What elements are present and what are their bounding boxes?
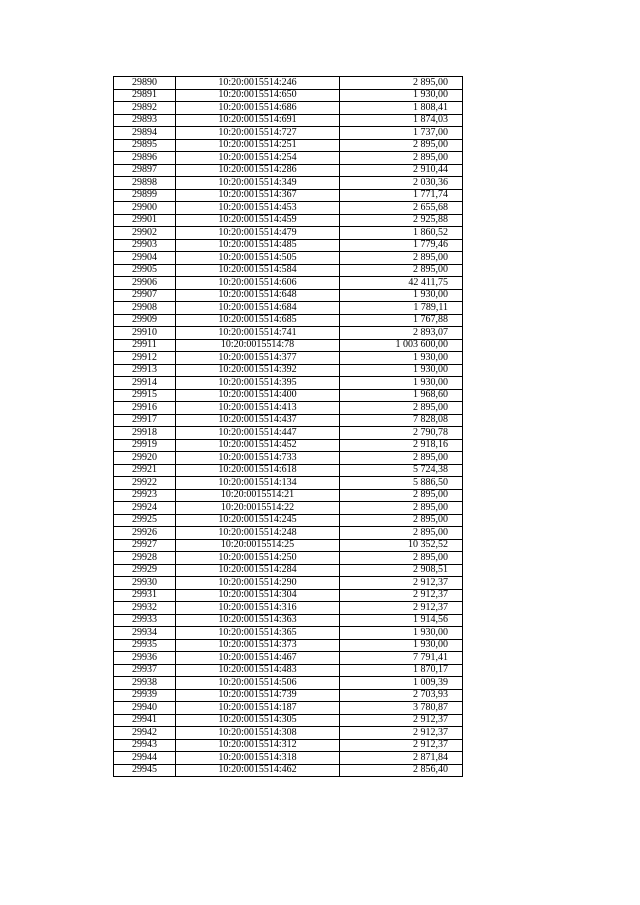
cadastral-number-cell: 10:20:0015514:78 — [176, 339, 340, 352]
value-cell: 1 930,00 — [340, 352, 463, 365]
cadastral-number-cell: 10:20:0015514:349 — [176, 177, 340, 190]
table-row — [114, 502, 463, 515]
cadastral-number-cell: 10:20:0015514:462 — [176, 764, 340, 777]
value-cell: 2 910,44 — [340, 164, 463, 177]
value-cell: 1 914,56 — [340, 614, 463, 627]
row-number-cell: 29942 — [114, 727, 176, 740]
table-row — [114, 764, 463, 777]
value-cell: 3 780,87 — [340, 702, 463, 715]
table-row — [114, 552, 463, 565]
table-row — [114, 89, 463, 102]
table-row — [114, 664, 463, 677]
table-row — [114, 164, 463, 177]
value-cell: 1 789,11 — [340, 302, 463, 315]
table-row — [114, 114, 463, 127]
table-row — [114, 189, 463, 202]
cadastral-number-cell: 10:20:0015514:21 — [176, 489, 340, 502]
table-row — [114, 102, 463, 115]
cadastral-number-cell: 10:20:0015514:685 — [176, 314, 340, 327]
cadastral-number-cell: 10:20:0015514:286 — [176, 164, 340, 177]
row-number-cell: 29904 — [114, 252, 176, 265]
table-row — [114, 589, 463, 602]
value-cell: 2 895,00 — [340, 489, 463, 502]
cadastral-number-cell: 10:20:0015514:739 — [176, 689, 340, 702]
table-row — [114, 477, 463, 490]
cadastral-number-cell: 10:20:0015514:187 — [176, 702, 340, 715]
value-cell: 1 009,39 — [340, 677, 463, 690]
cadastral-number-cell: 10:20:0015514:246 — [176, 77, 340, 90]
row-number-cell: 29920 — [114, 452, 176, 465]
table-row — [114, 377, 463, 390]
cadastral-number-cell: 10:20:0015514:648 — [176, 289, 340, 302]
value-cell: 2 655,68 — [340, 202, 463, 215]
value-cell: 1 930,00 — [340, 89, 463, 102]
table-row — [114, 727, 463, 740]
row-number-cell: 29900 — [114, 202, 176, 215]
row-number-cell: 29915 — [114, 389, 176, 402]
row-number-cell: 29916 — [114, 402, 176, 415]
table-row — [114, 264, 463, 277]
cadastral-number-cell: 10:20:0015514:367 — [176, 189, 340, 202]
cadastral-number-cell: 10:20:0015514:245 — [176, 514, 340, 527]
table-row — [114, 614, 463, 627]
row-number-cell: 29931 — [114, 589, 176, 602]
value-cell: 1 767,88 — [340, 314, 463, 327]
value-cell: 2 895,00 — [340, 527, 463, 540]
table-row — [114, 702, 463, 715]
cadastral-number-cell: 10:20:0015514:485 — [176, 239, 340, 252]
value-cell: 2 895,00 — [340, 252, 463, 265]
row-number-cell: 29927 — [114, 539, 176, 552]
cadastral-number-cell: 10:20:0015514:25 — [176, 539, 340, 552]
table-row — [114, 464, 463, 477]
value-cell: 1 968,60 — [340, 389, 463, 402]
value-cell: 5 724,38 — [340, 464, 463, 477]
table-row — [114, 127, 463, 140]
table-row — [114, 177, 463, 190]
row-number-cell: 29902 — [114, 227, 176, 240]
cadastral-number-cell: 10:20:0015514:479 — [176, 227, 340, 240]
row-number-cell: 29935 — [114, 639, 176, 652]
table-row — [114, 414, 463, 427]
row-number-cell: 29894 — [114, 127, 176, 140]
row-number-cell: 29898 — [114, 177, 176, 190]
cadastral-number-cell: 10:20:0015514:437 — [176, 414, 340, 427]
cadastral-number-cell: 10:20:0015514:400 — [176, 389, 340, 402]
value-cell: 2 912,37 — [340, 602, 463, 615]
cadastral-number-cell: 10:20:0015514:254 — [176, 152, 340, 165]
table-body — [114, 77, 463, 777]
value-cell: 2 871,84 — [340, 752, 463, 765]
table-row — [114, 289, 463, 302]
row-number-cell: 29893 — [114, 114, 176, 127]
row-number-cell: 29896 — [114, 152, 176, 165]
cadastral-number-cell: 10:20:0015514:733 — [176, 452, 340, 465]
row-number-cell: 29934 — [114, 627, 176, 640]
cadastral-number-cell: 10:20:0015514:650 — [176, 89, 340, 102]
value-cell: 2 030,36 — [340, 177, 463, 190]
row-number-cell: 29895 — [114, 139, 176, 152]
table-row — [114, 689, 463, 702]
table-row — [114, 314, 463, 327]
row-number-cell: 29933 — [114, 614, 176, 627]
table-row — [114, 364, 463, 377]
value-cell: 2 895,00 — [340, 264, 463, 277]
row-number-cell: 29911 — [114, 339, 176, 352]
row-number-cell: 29897 — [114, 164, 176, 177]
table-row — [114, 214, 463, 227]
table-row — [114, 752, 463, 765]
table-row — [114, 639, 463, 652]
value-cell: 1 930,00 — [340, 289, 463, 302]
value-cell: 1 930,00 — [340, 364, 463, 377]
value-cell: 2 912,37 — [340, 727, 463, 740]
table-row — [114, 402, 463, 415]
cadastral-number-cell: 10:20:0015514:304 — [176, 589, 340, 602]
cadastral-number-cell: 10:20:0015514:453 — [176, 202, 340, 215]
cadastral-value-table — [113, 76, 463, 777]
value-cell: 2 912,37 — [340, 739, 463, 752]
row-number-cell: 29938 — [114, 677, 176, 690]
row-number-cell: 29924 — [114, 502, 176, 515]
row-number-cell: 29909 — [114, 314, 176, 327]
value-cell: 1 003 600,00 — [340, 339, 463, 352]
row-number-cell: 29940 — [114, 702, 176, 715]
value-cell: 1 860,52 — [340, 227, 463, 240]
table-row — [114, 389, 463, 402]
cadastral-number-cell: 10:20:0015514:447 — [176, 427, 340, 440]
table-row — [114, 577, 463, 590]
cadastral-number-cell: 10:20:0015514:290 — [176, 577, 340, 590]
row-number-cell: 29945 — [114, 764, 176, 777]
cadastral-number-cell: 10:20:0015514:459 — [176, 214, 340, 227]
row-number-cell: 29929 — [114, 564, 176, 577]
table-row — [114, 489, 463, 502]
cadastral-number-cell: 10:20:0015514:251 — [176, 139, 340, 152]
value-cell: 2 908,51 — [340, 564, 463, 577]
cadastral-number-cell: 10:20:0015514:308 — [176, 727, 340, 740]
table-row — [114, 202, 463, 215]
value-cell: 1 930,00 — [340, 377, 463, 390]
value-cell: 2 703,93 — [340, 689, 463, 702]
table-row — [114, 739, 463, 752]
value-cell: 2 895,00 — [340, 452, 463, 465]
value-cell: 2 893,07 — [340, 327, 463, 340]
cadastral-number-cell: 10:20:0015514:392 — [176, 364, 340, 377]
row-number-cell: 29907 — [114, 289, 176, 302]
row-number-cell: 29919 — [114, 439, 176, 452]
cadastral-number-cell: 10:20:0015514:483 — [176, 664, 340, 677]
value-cell: 1 808,41 — [340, 102, 463, 115]
table-row — [114, 252, 463, 265]
row-number-cell: 29939 — [114, 689, 176, 702]
cadastral-number-cell: 10:20:0015514:377 — [176, 352, 340, 365]
table-row — [114, 677, 463, 690]
row-number-cell: 29930 — [114, 577, 176, 590]
cadastral-number-cell: 10:20:0015514:373 — [176, 639, 340, 652]
value-cell: 1 930,00 — [340, 639, 463, 652]
value-cell: 2 856,40 — [340, 764, 463, 777]
value-cell: 2 912,37 — [340, 589, 463, 602]
table-row — [114, 277, 463, 290]
row-number-cell: 29906 — [114, 277, 176, 290]
cadastral-number-cell: 10:20:0015514:727 — [176, 127, 340, 140]
table-row — [114, 564, 463, 577]
value-cell: 42 411,75 — [340, 277, 463, 290]
cadastral-number-cell: 10:20:0015514:312 — [176, 739, 340, 752]
table-row — [114, 302, 463, 315]
value-cell: 2 925,88 — [340, 214, 463, 227]
value-cell: 1 771,74 — [340, 189, 463, 202]
cadastral-number-cell: 10:20:0015514:316 — [176, 602, 340, 615]
row-number-cell: 29914 — [114, 377, 176, 390]
row-number-cell: 29926 — [114, 527, 176, 540]
table-row — [114, 77, 463, 90]
row-number-cell: 29903 — [114, 239, 176, 252]
value-cell: 1 737,00 — [340, 127, 463, 140]
table-row — [114, 602, 463, 615]
cadastral-number-cell: 10:20:0015514:691 — [176, 114, 340, 127]
row-number-cell: 29892 — [114, 102, 176, 115]
table-row — [114, 652, 463, 665]
table-row — [114, 527, 463, 540]
row-number-cell: 29917 — [114, 414, 176, 427]
value-cell: 2 895,00 — [340, 502, 463, 515]
value-cell: 7 828,08 — [340, 414, 463, 427]
value-cell: 2 895,00 — [340, 552, 463, 565]
value-cell: 2 895,00 — [340, 514, 463, 527]
value-cell: 5 886,50 — [340, 477, 463, 490]
row-number-cell: 29943 — [114, 739, 176, 752]
table-row — [114, 227, 463, 240]
cadastral-number-cell: 10:20:0015514:363 — [176, 614, 340, 627]
cadastral-number-cell: 10:20:0015514:741 — [176, 327, 340, 340]
row-number-cell: 29901 — [114, 214, 176, 227]
row-number-cell: 29928 — [114, 552, 176, 565]
row-number-cell: 29941 — [114, 714, 176, 727]
row-number-cell: 29910 — [114, 327, 176, 340]
row-number-cell: 29913 — [114, 364, 176, 377]
cadastral-number-cell: 10:20:0015514:305 — [176, 714, 340, 727]
cadastral-number-cell: 10:20:0015514:506 — [176, 677, 340, 690]
value-cell: 2 790,78 — [340, 427, 463, 440]
cadastral-number-cell: 10:20:0015514:684 — [176, 302, 340, 315]
row-number-cell: 29925 — [114, 514, 176, 527]
row-number-cell: 29921 — [114, 464, 176, 477]
table-row — [114, 539, 463, 552]
cadastral-number-cell: 10:20:0015514:606 — [176, 277, 340, 290]
cadastral-number-cell: 10:20:0015514:686 — [176, 102, 340, 115]
table-row — [114, 714, 463, 727]
cadastral-number-cell: 10:20:0015514:452 — [176, 439, 340, 452]
value-cell: 2 912,37 — [340, 714, 463, 727]
row-number-cell: 29905 — [114, 264, 176, 277]
value-cell: 2 895,00 — [340, 402, 463, 415]
row-number-cell: 29908 — [114, 302, 176, 315]
cadastral-number-cell: 10:20:0015514:284 — [176, 564, 340, 577]
cadastral-number-cell: 10:20:0015514:395 — [176, 377, 340, 390]
cadastral-number-cell: 10:20:0015514:618 — [176, 464, 340, 477]
table-row — [114, 339, 463, 352]
value-cell: 7 791,41 — [340, 652, 463, 665]
table-row — [114, 239, 463, 252]
table-row — [114, 427, 463, 440]
table-row — [114, 439, 463, 452]
row-number-cell: 29937 — [114, 664, 176, 677]
row-number-cell: 29891 — [114, 89, 176, 102]
cadastral-number-cell: 10:20:0015514:584 — [176, 264, 340, 277]
cadastral-number-cell: 10:20:0015514:22 — [176, 502, 340, 515]
value-cell: 2 895,00 — [340, 139, 463, 152]
table-row — [114, 352, 463, 365]
cadastral-number-cell: 10:20:0015514:250 — [176, 552, 340, 565]
value-cell: 10 352,52 — [340, 539, 463, 552]
table-row — [114, 139, 463, 152]
table-row — [114, 514, 463, 527]
row-number-cell: 29944 — [114, 752, 176, 765]
value-cell: 2 912,37 — [340, 577, 463, 590]
value-cell: 1 779,46 — [340, 239, 463, 252]
cadastral-number-cell: 10:20:0015514:413 — [176, 402, 340, 415]
row-number-cell: 29912 — [114, 352, 176, 365]
row-number-cell: 29890 — [114, 77, 176, 90]
row-number-cell: 29918 — [114, 427, 176, 440]
value-cell: 2 918,16 — [340, 439, 463, 452]
cadastral-number-cell: 10:20:0015514:318 — [176, 752, 340, 765]
row-number-cell: 29899 — [114, 189, 176, 202]
cadastral-number-cell: 10:20:0015514:505 — [176, 252, 340, 265]
value-cell: 2 895,00 — [340, 77, 463, 90]
value-cell: 1 930,00 — [340, 627, 463, 640]
row-number-cell: 29922 — [114, 477, 176, 490]
table-row — [114, 327, 463, 340]
row-number-cell: 29936 — [114, 652, 176, 665]
table-row — [114, 152, 463, 165]
value-cell: 2 895,00 — [340, 152, 463, 165]
table-row — [114, 627, 463, 640]
cadastral-number-cell: 10:20:0015514:134 — [176, 477, 340, 490]
value-cell: 1 874,03 — [340, 114, 463, 127]
cadastral-number-cell: 10:20:0015514:248 — [176, 527, 340, 540]
value-cell: 1 870,17 — [340, 664, 463, 677]
table-row — [114, 452, 463, 465]
row-number-cell: 29932 — [114, 602, 176, 615]
cadastral-number-cell: 10:20:0015514:365 — [176, 627, 340, 640]
cadastral-number-cell: 10:20:0015514:467 — [176, 652, 340, 665]
row-number-cell: 29923 — [114, 489, 176, 502]
